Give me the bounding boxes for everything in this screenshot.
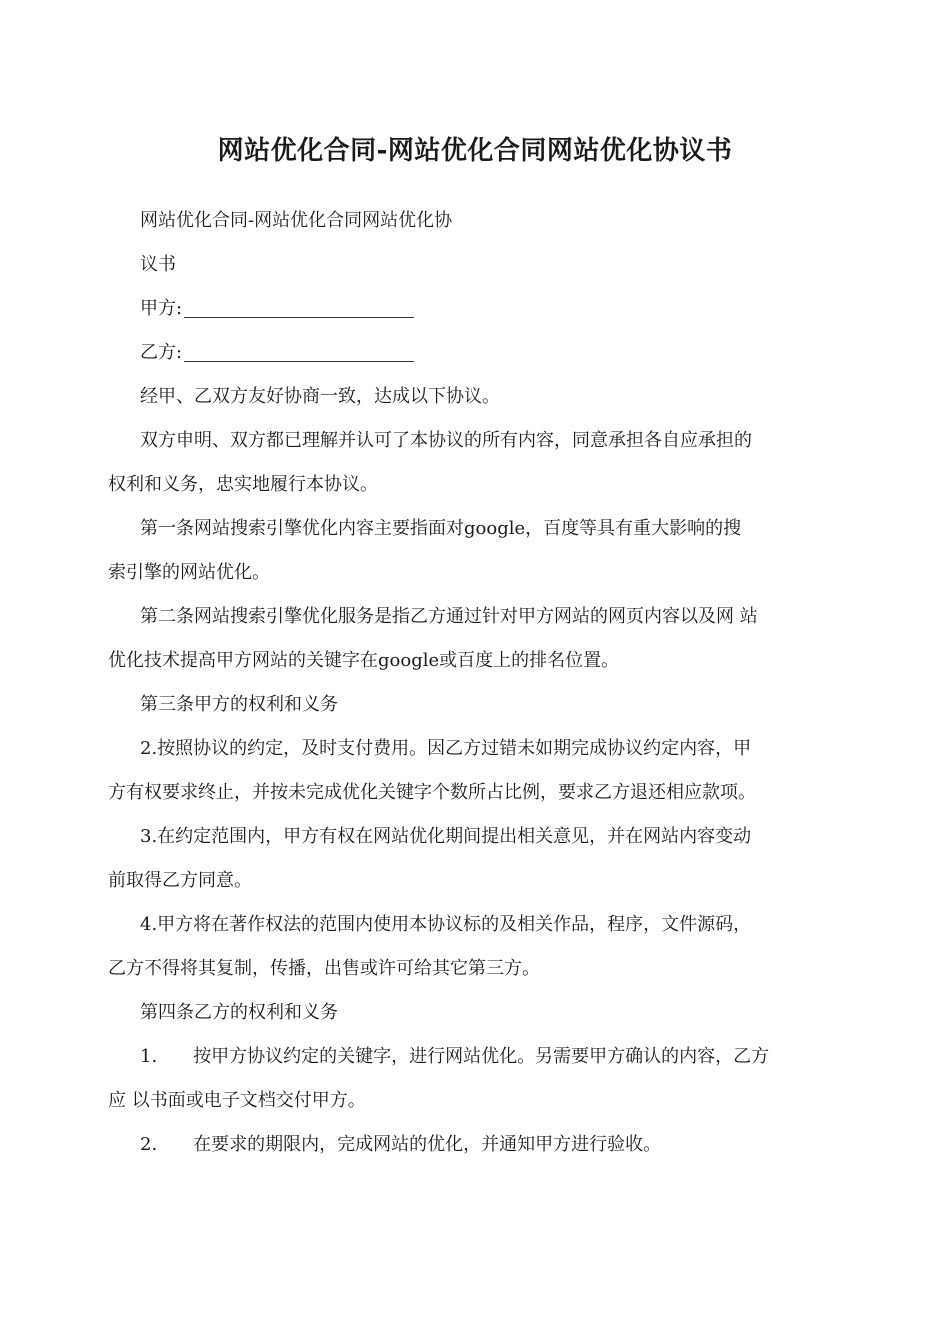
- article-3-item-2-line-2: 方有权要求终止，并按未完成优化关键字个数所占比例，要求乙方退还相应款项。: [108, 782, 756, 803]
- article-2-line-1: 第二条网站搜索引擎优化服务是指乙方通过针对甲方网站的网页内容以及网 站: [140, 606, 758, 627]
- declaration-line-1: 双方申明、双方都已理解并认可了本协议的所有内容，同意承担各自应承担的: [140, 430, 752, 451]
- article-4-item-2-line-1: [108, 1123, 842, 1167]
- article-3-item-4-line-1: 4.甲方将在著作权法的范围内使用本协议标的及相关作品，程序，文件源码，: [140, 914, 752, 935]
- article-4-item-1-text: 按甲方协议约定的关键字，进行网站优化。另需要甲方确认的内容，乙方: [193, 1046, 770, 1067]
- article-3-item-3-line-1: 3.在约定范围内，甲方有权在网站优化期间提出相关意见，并在网站内容变动: [140, 826, 752, 847]
- article-4-item-1-line-1: [108, 1035, 842, 1079]
- party-b-line: [108, 331, 842, 375]
- article-4-item-2-text: 在要求的期限内，完成网站的优化，并通知甲方进行验收。: [193, 1134, 662, 1155]
- article-1-line-1: 第一条网站搜索引擎优化内容主要指面对google，百度等具有重大影响的搜: [140, 518, 742, 539]
- document-body: [108, 199, 842, 1167]
- article-4-item-1-line-2: 应 以书面或电子文档交付甲方。: [108, 1090, 366, 1111]
- article-4-item-2-number: 2.: [140, 1134, 158, 1155]
- intro-line-1: 网站优化合同-网站优化合同网站优化协: [140, 210, 453, 231]
- party-a-blank: [184, 299, 414, 318]
- article-3-item-4-line-2: 乙方不得将其复制，传播，出售或许可给其它第三方。: [108, 958, 540, 979]
- party-a-label: 甲方:: [140, 298, 183, 319]
- article-4-heading: 第四条乙方的权利和义务: [140, 1002, 338, 1023]
- declaration-line-2: 权利和义务，忠实地履行本协议。: [108, 474, 378, 495]
- article-2-line-2: 优化技术提高甲方网站的关键字在google或百度上的排名位置。: [108, 650, 620, 671]
- article-3-item-3-line-2: 前取得乙方同意。: [108, 870, 252, 891]
- party-a-line: [108, 287, 842, 331]
- article-3-item-2-line-1: 2.按照协议的约定，及时支付费用。因乙方过错未如期完成协议约定内容，甲: [140, 738, 752, 759]
- article-3-heading: 第三条甲方的权利和义务: [140, 694, 338, 715]
- document-title: 网站优化合同-网站优化合同网站优化协议书: [217, 136, 733, 166]
- agreement-line: 经甲、乙双方友好协商一致，达成以下协议。: [140, 386, 500, 407]
- party-b-blank: [184, 343, 414, 362]
- article-1-line-2: 索引擎的网站优化。: [108, 562, 270, 583]
- article-4-item-1-number: 1.: [140, 1046, 158, 1067]
- party-b-label: 乙方:: [140, 342, 183, 363]
- intro-line-2: 议书: [140, 254, 176, 275]
